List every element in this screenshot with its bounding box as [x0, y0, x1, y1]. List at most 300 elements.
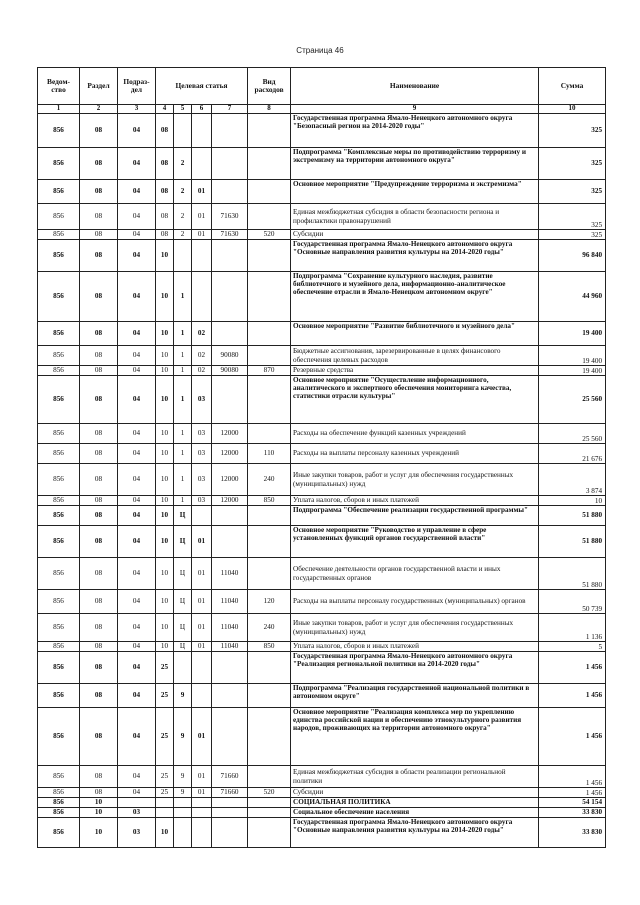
cell-summa: 51 880 [539, 558, 606, 590]
cell-podrazdel [118, 798, 156, 808]
table-row [38, 496, 606, 506]
table-row [38, 788, 606, 798]
cell-razdel: 08 [80, 376, 118, 424]
table-row [38, 240, 606, 272]
cell-meropriyatie [192, 148, 212, 180]
cell-razdel: 08 [80, 496, 118, 506]
cell-vedomstvo: 856 [38, 376, 80, 424]
cell-meropriyatie: 03 [192, 464, 212, 496]
cell-podprogramma [174, 808, 192, 818]
cell-programma: 10 [156, 818, 174, 848]
cell-vedomstvo: 856 [38, 808, 80, 818]
cell-podrazdel: 04 [118, 708, 156, 766]
cell-meropriyatie [192, 798, 212, 808]
cell-naimenovanie: Расходы на выплаты персоналу государственных (муниципальных) органов [291, 590, 539, 614]
header-number: 9 [291, 105, 539, 114]
cell-razdel: 08 [80, 614, 118, 642]
cell-summa: 54 154 [539, 798, 606, 808]
table-row [38, 322, 606, 346]
cell-vedomstvo: 856 [38, 652, 80, 684]
cell-napravlenie [212, 506, 248, 526]
cell-summa: 50 739 [539, 590, 606, 614]
cell-napravlenie: 90080 [212, 366, 248, 376]
cell-razdel: 08 [80, 464, 118, 496]
cell-summa: 19 400 [539, 366, 606, 376]
cell-podprogramma: 1 [174, 464, 192, 496]
cell-razdel: 08 [80, 526, 118, 558]
table-row [38, 684, 606, 708]
cell-razdel: 10 [80, 808, 118, 818]
cell-naimenovanie: Основное мероприятие "Руководство и управление в сфере установленных функций органов государственной власти" [291, 526, 539, 558]
cell-napravlenie: 12000 [212, 496, 248, 506]
header-number: 4 [156, 105, 174, 114]
cell-vedomstvo: 856 [38, 230, 80, 240]
table-row [38, 230, 606, 240]
cell-programma: 10 [156, 506, 174, 526]
cell-razdel: 08 [80, 180, 118, 204]
header-podrazdel: Подраз-дел [118, 68, 156, 105]
cell-naimenovanie: Единая межбюджетная субсидия в области реализации региональной политики [291, 766, 539, 788]
cell-napravlenie: 11040 [212, 614, 248, 642]
cell-meropriyatie: 02 [192, 346, 212, 366]
table-row [38, 652, 606, 684]
header-celevaya-statya: Целевая статья [156, 68, 248, 105]
cell-razdel: 10 [80, 818, 118, 848]
cell-vedomstvo: 856 [38, 424, 80, 444]
cell-vid-rashodov [248, 346, 291, 366]
cell-razdel: 08 [80, 272, 118, 322]
cell-podrazdel: 04 [118, 614, 156, 642]
table-row [38, 766, 606, 788]
cell-naimenovanie: Субсидии [291, 788, 539, 798]
cell-podprogramma: 9 [174, 684, 192, 708]
cell-podrazdel: 04 [118, 346, 156, 366]
cell-napravlenie: 71660 [212, 766, 248, 788]
cell-napravlenie: 11040 [212, 642, 248, 652]
cell-razdel: 08 [80, 366, 118, 376]
cell-podprogramma: 2 [174, 230, 192, 240]
cell-naimenovanie: СОЦИАЛЬНАЯ ПОЛИТИКА [291, 798, 539, 808]
cell-napravlenie: 12000 [212, 424, 248, 444]
cell-vid-rashodov: 240 [248, 464, 291, 496]
cell-vedomstvo: 856 [38, 642, 80, 652]
cell-podrazdel: 04 [118, 366, 156, 376]
cell-podrazdel: 04 [118, 642, 156, 652]
cell-summa: 1 456 [539, 708, 606, 766]
cell-summa: 325 [539, 230, 606, 240]
cell-naimenovanie: Резервные средства [291, 366, 539, 376]
cell-napravlenie: 71630 [212, 230, 248, 240]
cell-napravlenie: 71630 [212, 204, 248, 230]
cell-vedomstvo: 856 [38, 114, 80, 148]
cell-vedomstvo: 856 [38, 180, 80, 204]
cell-napravlenie [212, 708, 248, 766]
cell-vid-rashodov [248, 506, 291, 526]
cell-vedomstvo: 856 [38, 322, 80, 346]
cell-programma: 10 [156, 526, 174, 558]
cell-vedomstvo: 856 [38, 788, 80, 798]
cell-razdel: 08 [80, 424, 118, 444]
cell-meropriyatie [192, 684, 212, 708]
cell-naimenovanie: Уплата налогов, сборов и иных платежей [291, 642, 539, 652]
cell-vid-rashodov [248, 558, 291, 590]
cell-podprogramma: 9 [174, 788, 192, 798]
cell-podprogramma: 1 [174, 376, 192, 424]
cell-napravlenie [212, 818, 248, 848]
cell-meropriyatie: 01 [192, 526, 212, 558]
cell-programma: 10 [156, 496, 174, 506]
cell-napravlenie: 90080 [212, 346, 248, 366]
cell-napravlenie [212, 272, 248, 322]
table-row [38, 376, 606, 424]
cell-vid-rashodov [248, 376, 291, 424]
cell-vid-rashodov [248, 798, 291, 808]
cell-naimenovanie: Государственная программа Ямало-Ненецкого автономного округа "Реализация региональной политики на 2014-2020 годы" [291, 652, 539, 684]
cell-naimenovanie: Государственная программа Ямало-Ненецкого автономного округа "Основные направления развития культуры на 2014-2020 годы" [291, 240, 539, 272]
cell-programma: 10 [156, 366, 174, 376]
table-row [38, 204, 606, 230]
cell-napravlenie [212, 798, 248, 808]
cell-meropriyatie: 02 [192, 366, 212, 376]
cell-summa: 96 840 [539, 240, 606, 272]
cell-vedomstvo: 856 [38, 148, 80, 180]
cell-vid-rashodov [248, 766, 291, 788]
cell-podprogramma: 1 [174, 366, 192, 376]
cell-podprogramma: 1 [174, 322, 192, 346]
cell-podprogramma: 9 [174, 708, 192, 766]
cell-razdel: 08 [80, 240, 118, 272]
cell-programma: 08 [156, 148, 174, 180]
cell-programma: 10 [156, 376, 174, 424]
cell-napravlenie [212, 148, 248, 180]
cell-programma: 10 [156, 346, 174, 366]
cell-vid-rashodov [248, 322, 291, 346]
cell-vid-rashodov [248, 526, 291, 558]
cell-razdel: 08 [80, 204, 118, 230]
cell-vid-rashodov: 520 [248, 230, 291, 240]
cell-programma: 10 [156, 558, 174, 590]
cell-naimenovanie: Расходы на обеспечение функций казенных учреждений [291, 424, 539, 444]
cell-podprogramma: Ц [174, 614, 192, 642]
cell-vedomstvo: 856 [38, 496, 80, 506]
cell-programma: 25 [156, 766, 174, 788]
cell-meropriyatie: 01 [192, 766, 212, 788]
cell-summa: 44 960 [539, 272, 606, 322]
table-row [38, 506, 606, 526]
cell-podrazdel: 04 [118, 148, 156, 180]
cell-vedomstvo: 856 [38, 708, 80, 766]
cell-meropriyatie: 01 [192, 230, 212, 240]
cell-napravlenie [212, 240, 248, 272]
cell-vid-rashodov [248, 818, 291, 848]
cell-programma: 10 [156, 590, 174, 614]
table-row [38, 464, 606, 496]
cell-summa: 19 400 [539, 346, 606, 366]
cell-naimenovanie: Основное мероприятие "Реализация комплекса мер по укреплению единства российской нации и обеспечению этнокультурного развития народов, проживающих на территории автономного округа" [291, 708, 539, 766]
cell-vedomstvo: 856 [38, 272, 80, 322]
cell-podrazdel: 04 [118, 506, 156, 526]
cell-summa: 1 456 [539, 766, 606, 788]
cell-napravlenie [212, 376, 248, 424]
header-number: 6 [192, 105, 212, 114]
cell-vid-rashodov [248, 424, 291, 444]
cell-naimenovanie: Государственная программа Ямало-Ненецкого автономного округа "Основные направления развития культуры на 2014-2020 годы" [291, 818, 539, 848]
cell-podrazdel: 04 [118, 558, 156, 590]
cell-podprogramma: 2 [174, 148, 192, 180]
cell-vid-rashodov: 850 [248, 642, 291, 652]
cell-programma [156, 808, 174, 818]
cell-razdel: 08 [80, 346, 118, 366]
cell-podprogramma: Ц [174, 590, 192, 614]
cell-programma: 25 [156, 788, 174, 798]
cell-meropriyatie: 03 [192, 444, 212, 464]
cell-vid-rashodov [248, 708, 291, 766]
cell-razdel: 08 [80, 444, 118, 464]
table-row [38, 590, 606, 614]
cell-napravlenie: 71660 [212, 788, 248, 798]
header-vid-rashodov: Вид расходов [248, 68, 291, 105]
cell-razdel: 08 [80, 642, 118, 652]
cell-summa: 325 [539, 204, 606, 230]
cell-programma: 08 [156, 204, 174, 230]
header-number: 1 [38, 105, 80, 114]
cell-meropriyatie: 01 [192, 614, 212, 642]
cell-naimenovanie: Обеспечение деятельности органов государственной власти и иных государственных органов [291, 558, 539, 590]
cell-meropriyatie: 01 [192, 180, 212, 204]
table-row [38, 180, 606, 204]
cell-summa: 1 456 [539, 652, 606, 684]
cell-napravlenie [212, 652, 248, 684]
cell-podrazdel: 03 [118, 808, 156, 818]
cell-napravlenie: 11040 [212, 558, 248, 590]
table-row [38, 708, 606, 766]
cell-meropriyatie: 03 [192, 496, 212, 506]
cell-naimenovanie: Подпрограмма "Сохранение культурного наследия, развитие библиотечного и музейного дела, информационно-аналитическое обеспечение отрасли в Ямало-Ненецком автономном округе" [291, 272, 539, 322]
cell-napravlenie: 12000 [212, 444, 248, 464]
cell-podrazdel: 04 [118, 424, 156, 444]
cell-podprogramma [174, 652, 192, 684]
cell-vid-rashodov: 870 [248, 366, 291, 376]
cell-vedomstvo: 856 [38, 684, 80, 708]
cell-naimenovanie: Уплата налогов, сборов и иных платежей [291, 496, 539, 506]
table-row [38, 272, 606, 322]
cell-meropriyatie [192, 808, 212, 818]
cell-podprogramma: Ц [174, 558, 192, 590]
cell-naimenovanie: Иные закупки товаров, работ и услуг для обеспечения государственных (муниципальных) нужд [291, 464, 539, 496]
cell-vedomstvo: 856 [38, 506, 80, 526]
header-summa: Сумма [539, 68, 606, 105]
header-number: 3 [118, 105, 156, 114]
cell-summa: 325 [539, 114, 606, 148]
cell-naimenovanie: Бюджетные ассигнования, зарезервированные в целях финансового обеспечения целевых расходов [291, 346, 539, 366]
cell-naimenovanie: Иные закупки товаров, работ и услуг для обеспечения государственных (муниципальных) нужд [291, 614, 539, 642]
cell-podrazdel: 04 [118, 204, 156, 230]
cell-meropriyatie [192, 114, 212, 148]
cell-vedomstvo: 856 [38, 590, 80, 614]
cell-vedomstvo: 856 [38, 614, 80, 642]
cell-podrazdel: 04 [118, 322, 156, 346]
cell-programma: 08 [156, 180, 174, 204]
cell-programma: 10 [156, 642, 174, 652]
page-label: Страница 46 [296, 46, 344, 55]
cell-naimenovanie: Субсидии [291, 230, 539, 240]
cell-razdel: 08 [80, 684, 118, 708]
cell-razdel: 08 [80, 766, 118, 788]
table-row [38, 424, 606, 444]
cell-programma: 25 [156, 708, 174, 766]
cell-podprogramma: 2 [174, 204, 192, 230]
cell-vid-rashodov: 120 [248, 590, 291, 614]
table-row [38, 346, 606, 366]
cell-podrazdel: 04 [118, 114, 156, 148]
cell-naimenovanie: Основное мероприятие "Осуществление информационного, аналитического и экспертного обеспечения мониторинга качества, статистики отрасли культуры" [291, 376, 539, 424]
cell-podprogramma: 1 [174, 444, 192, 464]
cell-podrazdel: 04 [118, 272, 156, 322]
cell-meropriyatie: 01 [192, 558, 212, 590]
cell-naimenovanie: Государственная программа Ямало-Ненецкого автономного округа "Безопасный регион на 2014-2020 годы" [291, 114, 539, 148]
cell-programma: 08 [156, 230, 174, 240]
table-row [38, 444, 606, 464]
cell-podrazdel: 03 [118, 818, 156, 848]
cell-summa: 3 874 [539, 464, 606, 496]
cell-naimenovanie: Социальное обеспечение населения [291, 808, 539, 818]
cell-razdel: 08 [80, 652, 118, 684]
cell-meropriyatie: 01 [192, 590, 212, 614]
cell-napravlenie [212, 808, 248, 818]
table-row [38, 808, 606, 818]
cell-razdel: 08 [80, 322, 118, 346]
cell-vid-rashodov [248, 204, 291, 230]
cell-podrazdel: 04 [118, 766, 156, 788]
budget-table [37, 67, 606, 848]
cell-podprogramma: Ц [174, 506, 192, 526]
table-body [38, 114, 606, 848]
cell-napravlenie [212, 526, 248, 558]
header-number-row [38, 105, 606, 114]
cell-podrazdel: 04 [118, 464, 156, 496]
cell-programma: 10 [156, 322, 174, 346]
header-number: 7 [212, 105, 248, 114]
cell-podprogramma: 1 [174, 346, 192, 366]
cell-meropriyatie: 01 [192, 204, 212, 230]
cell-programma [156, 798, 174, 808]
cell-vid-rashodov [248, 684, 291, 708]
cell-podprogramma: Ц [174, 526, 192, 558]
cell-vedomstvo: 856 [38, 766, 80, 788]
cell-summa: 21 676 [539, 444, 606, 464]
cell-summa: 25 560 [539, 424, 606, 444]
cell-summa: 325 [539, 180, 606, 204]
header-number: 2 [80, 105, 118, 114]
header-naimenovanie: Наименование [291, 68, 539, 105]
cell-vedomstvo: 856 [38, 464, 80, 496]
cell-vid-rashodov [248, 148, 291, 180]
cell-vedomstvo: 856 [38, 558, 80, 590]
cell-summa: 33 830 [539, 808, 606, 818]
cell-programma: 25 [156, 652, 174, 684]
table-header [38, 68, 606, 114]
cell-razdel: 10 [80, 798, 118, 808]
cell-podprogramma: 1 [174, 496, 192, 506]
header-number: 5 [174, 105, 192, 114]
cell-napravlenie [212, 322, 248, 346]
cell-podprogramma: 9 [174, 766, 192, 788]
cell-podprogramma: 1 [174, 424, 192, 444]
cell-razdel: 08 [80, 788, 118, 798]
cell-vid-rashodov [248, 114, 291, 148]
table-row [38, 614, 606, 642]
cell-podprogramma: 1 [174, 272, 192, 322]
table-row [38, 526, 606, 558]
cell-meropriyatie [192, 240, 212, 272]
cell-podprogramma [174, 240, 192, 272]
cell-vid-rashodov [248, 808, 291, 818]
cell-vedomstvo: 856 [38, 798, 80, 808]
cell-meropriyatie: 03 [192, 424, 212, 444]
cell-programma: 10 [156, 272, 174, 322]
cell-razdel: 08 [80, 230, 118, 240]
table-row [38, 818, 606, 848]
cell-napravlenie: 12000 [212, 464, 248, 496]
cell-napravlenie [212, 114, 248, 148]
cell-naimenovanie: Основное мероприятие "Развитие библиотечного и музейного дела" [291, 322, 539, 346]
header-number: 8 [248, 105, 291, 114]
cell-napravlenie: 11040 [212, 590, 248, 614]
table-row [38, 366, 606, 376]
cell-vedomstvo: 856 [38, 526, 80, 558]
header-razdel: Раздел [80, 68, 118, 105]
table-row [38, 558, 606, 590]
cell-naimenovanie: Подпрограмма "Реализация государственной национальной политики в автономном округе" [291, 684, 539, 708]
cell-podrazdel: 04 [118, 444, 156, 464]
cell-podrazdel: 04 [118, 652, 156, 684]
cell-vid-rashodov: 240 [248, 614, 291, 642]
cell-vid-rashodov: 110 [248, 444, 291, 464]
cell-podprogramma: Ц [174, 642, 192, 652]
cell-summa: 5 [539, 642, 606, 652]
cell-summa: 1 136 [539, 614, 606, 642]
cell-podrazdel: 04 [118, 376, 156, 424]
cell-programma: 10 [156, 464, 174, 496]
cell-programma: 08 [156, 114, 174, 148]
cell-naimenovanie: Расходы на выплаты персоналу казенных учреждений [291, 444, 539, 464]
cell-naimenovanie: Подпрограмма "Комплексные меры по противодействию терроризму и экстремизму на территории автономного округа" [291, 148, 539, 180]
cell-programma: 25 [156, 684, 174, 708]
cell-summa: 51 880 [539, 506, 606, 526]
cell-razdel: 08 [80, 148, 118, 180]
cell-podrazdel: 04 [118, 496, 156, 506]
cell-meropriyatie: 01 [192, 788, 212, 798]
cell-summa: 1 456 [539, 684, 606, 708]
cell-vedomstvo: 856 [38, 818, 80, 848]
cell-razdel: 08 [80, 558, 118, 590]
cell-vedomstvo: 856 [38, 366, 80, 376]
cell-vedomstvo: 856 [38, 346, 80, 366]
cell-programma: 10 [156, 240, 174, 272]
cell-vedomstvo: 856 [38, 204, 80, 230]
cell-podprogramma [174, 818, 192, 848]
cell-summa: 19 400 [539, 322, 606, 346]
table-row [38, 798, 606, 808]
cell-meropriyatie [192, 506, 212, 526]
cell-razdel: 08 [80, 114, 118, 148]
cell-vid-rashodov [248, 652, 291, 684]
cell-summa: 51 880 [539, 526, 606, 558]
cell-summa: 1 456 [539, 788, 606, 798]
cell-vid-rashodov [248, 240, 291, 272]
cell-razdel: 08 [80, 506, 118, 526]
table-row [38, 114, 606, 148]
